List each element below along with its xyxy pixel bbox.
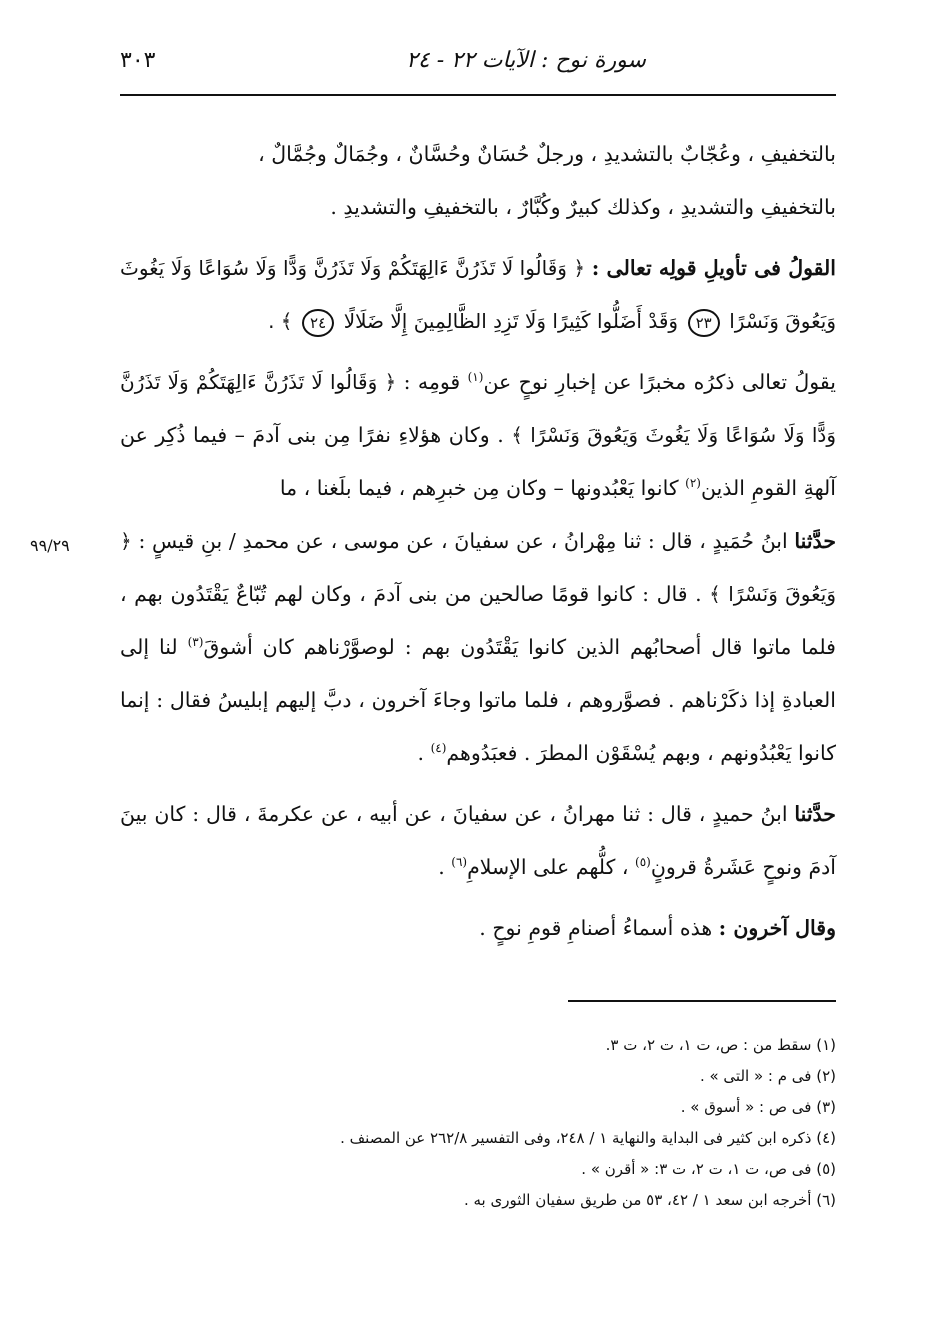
margin-reference: ٩٩/٢٩ bbox=[30, 536, 70, 555]
footnote-rule bbox=[568, 1000, 836, 1002]
footnote-4: (٤) ذكره ابن كثير فى البداية والنهاية ١ / ٢٤٨، وفى التفسير ٢٦٢/٨ عن المصنف . bbox=[340, 1129, 836, 1147]
footnotes bbox=[120, 1030, 836, 1216]
text-run: ، كلُّهم على الإسلامِ bbox=[467, 855, 629, 879]
paragraph-1-line-1: بالتخفيفِ ، وعُجّابٌ بالتشديدِ ، ورجلٌ حُسَانٌ وحُسَّانٌ ، وجُمَالٌ وجُمَّالٌ ، bbox=[258, 142, 836, 166]
footnote-5: (٥) فى ص، ت ١، ت ٢، ت ٣: « أقرن » . bbox=[581, 1160, 836, 1178]
text-run: يقولُ تعالى ذكرُه مخبرًا عن إخبارِ نوحٍ عن bbox=[483, 370, 836, 394]
quran-verse: ﴿ وَيَعُوقَ وَنَسْرًا ﴾ bbox=[120, 529, 836, 606]
text-run: لنا إلى العبادةِ إذا ذكَرْناهم . فصوَّروهم ، فلما ماتوا وجاءَ آخرون ، دبَّ إليهم إبليسُ فقال : إنما كانوا يَعْبُدُونهم ، وبهم يُسْقَوْن المطرَ . فعبَدُوهم bbox=[120, 635, 836, 765]
text-run: ابنُ حميدٍ ، قال : ثنا مهرانُ ، عن سفيانَ ، عن أبيه ، عن عكرمةَ ، قال : كان بينَ آدمَ ونوحٍ عَشَرةُ قرونٍ bbox=[120, 802, 836, 879]
section-heading: القولُ فى تأويلِ قولِه تعالى : bbox=[591, 256, 836, 280]
main-text bbox=[120, 128, 836, 955]
footnote-marker: (٤) bbox=[430, 741, 447, 756]
paragraph-3 bbox=[120, 356, 836, 515]
text-run: قومِه : bbox=[403, 370, 461, 394]
footnote-marker: (٦) bbox=[451, 855, 468, 870]
text-run: كانوا يَعْبُدونها – وكان مِن خبرِهم ، فيما بلَغنا ، ما bbox=[279, 476, 679, 500]
paragraph-6 bbox=[120, 902, 836, 955]
opinion-lead: وقال آخرون : bbox=[718, 916, 836, 940]
page-number: ٣٠٣ bbox=[120, 48, 156, 73]
footnote-6: (٦) أخرجه ابن سعد ١ / ٤٢، ٥٣ من طريق سفيان الثورى به . bbox=[463, 1191, 836, 1209]
hadith-lead: حدَّثنا bbox=[794, 802, 836, 826]
paragraph-5 bbox=[120, 788, 836, 894]
footnote-2: (٢) فى م : « التى » . bbox=[699, 1067, 836, 1085]
header-rule bbox=[120, 94, 836, 96]
footnote-marker: (٣) bbox=[187, 635, 204, 650]
running-head bbox=[120, 44, 836, 84]
text-run: . bbox=[438, 855, 445, 879]
paragraph-4 bbox=[120, 515, 836, 780]
text-run: هذه أسماءُ أصنامِ قومِ نوحٍ . bbox=[479, 916, 713, 940]
quran-bracket-close: ﴾ . bbox=[268, 309, 293, 333]
verse-number-marker: ٢٤ bbox=[302, 309, 334, 337]
footnote-1: (١) سقط من : ص، ت ١، ت ٢، ت ٣. bbox=[605, 1036, 836, 1054]
running-title: سورة نوح : الآيات ٢٢ - ٢٤ bbox=[406, 48, 646, 73]
footnote-marker: (٢) bbox=[685, 476, 701, 491]
paragraph-1 bbox=[120, 128, 836, 234]
text-run: . bbox=[417, 741, 425, 765]
text-run: ابنُ حُمَيدٍ ، قال : ثنا مِهْرانُ ، عن سفيانَ ، عن موسى ، عن محمدِ / بنِ قيسٍ : bbox=[138, 529, 788, 553]
quran-verse: ﴿ وَقَالُوا لَا تَذَرُنَّ ءَالِهَتَكُمْ وَلَا تَذَرُنَّ وَدًّا وَلَا سُوَاعًا وَلَا يَغُوثَ وَيَعُوقَ وَنَسْرًا ﴾ bbox=[120, 370, 836, 447]
quran-verse: ﴿ وَقَالُوا لَا تَذَرُنَّ ءَالِهَتَكُمْ وَلَا تَذَرُنَّ وَدًّا وَلَا سُوَاعًا وَلَا يَغُوثَ وَيَعُوقَ وَنَسْرًا bbox=[120, 256, 836, 333]
verse-number-marker: ٢٣ bbox=[688, 309, 720, 337]
quran-verse: وَقَدْ أَضَلُّوا كَثِيرًا وَلَا تَزِدِ الظَّالِمِينَ إِلَّا ضَلَالًا bbox=[343, 309, 679, 333]
paragraph-1-line-2: بالتخفيفِ والتشديدِ ، وكذلك كبيرٌ وكُبَّارٌ ، بالتخفيفِ والتشديدِ . bbox=[330, 195, 836, 219]
text-run: . قال : كانوا قومًا صالحين من بنى آدمَ ، وكان لهم تُبّاعٌ يَقْتَدُون بهم ، فلما ماتوا قال أصحابُهم الذين كانوا يَقْتَدُون بهم : لوصوَّرْناهم كان أشوقَ bbox=[120, 582, 836, 659]
footnote-marker: (١) bbox=[467, 370, 484, 385]
footnote-marker: (٥) bbox=[635, 855, 651, 870]
paragraph-2 bbox=[120, 242, 836, 348]
hadith-lead: حدَّثنا bbox=[794, 529, 836, 553]
text-run: . وكان هؤلاءِ نفرًا مِن بنى آدمَ – فيما ذُكِر عن آلهةِ القومِ الذين bbox=[120, 423, 836, 500]
footnote-3: (٣) فى ص : « أسوق » . bbox=[680, 1098, 836, 1116]
